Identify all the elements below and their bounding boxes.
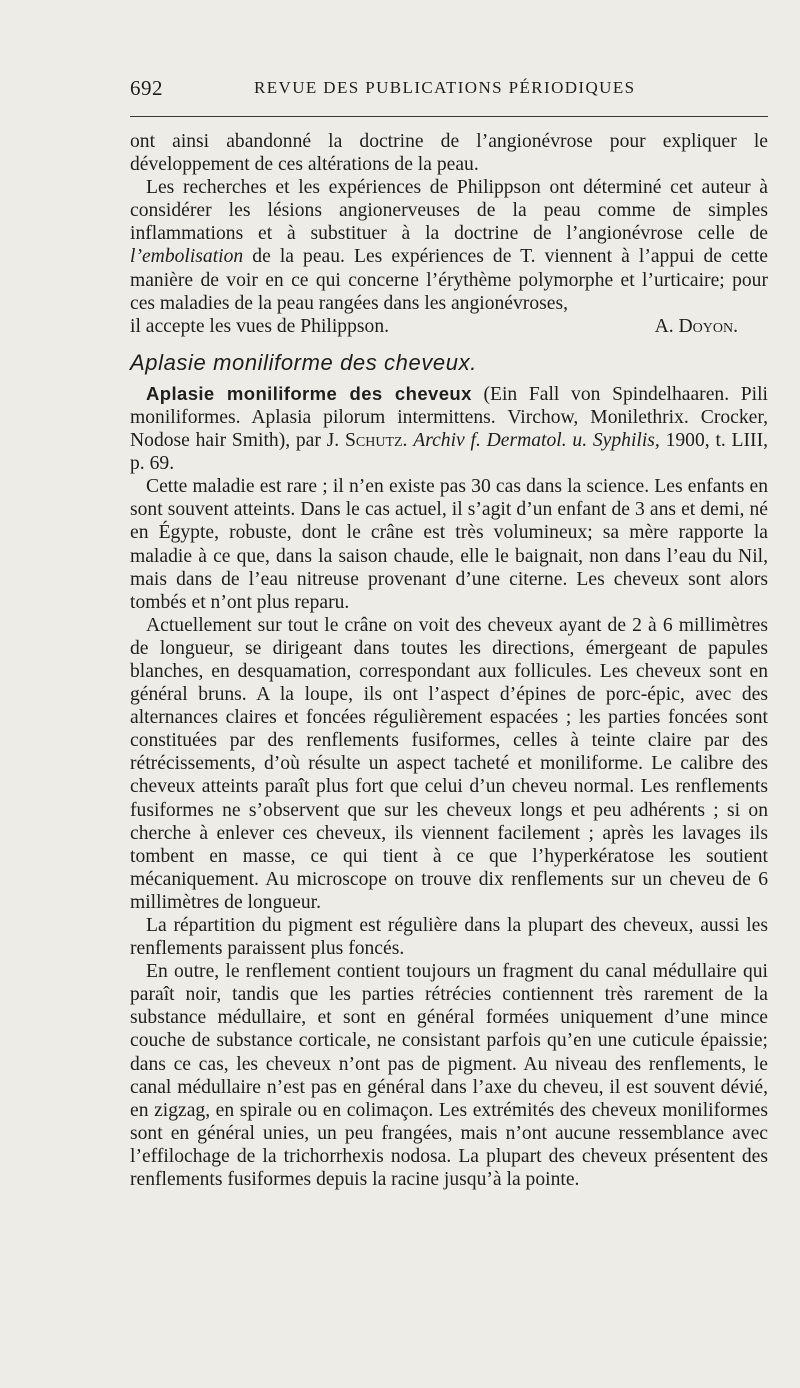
paragraph: Actuellement sur tout le crâne on voit des cheveux ayant de 2 à 6 millimètres de longueur, se dirigeant dans toutes les directions, émergeant de papules blanches, en desquamation, correspondant aux follicules. Les cheveux sont en général bruns. A la loupe, ils ont l’aspect d’épines de porc-épic, avec des alternances claires et foncées régulièrement espacées ; les parties foncées sont constituées par des renflements fusiformes, celles à teinte claire par des rétrécissements, d’où résulte un aspect tacheté et moniliforme. Le calibre des cheveux atteints paraît plus fort que celui d’un cheveu normal. Les renflements fusiformes ne s’observent que sur les cheveux longs et peu adhérents ; si on cherche à enlever ces cheveux, ils viennent facilement ; après les lavages ils tombent en masse, ce qui tient à ce que l’hyperkératose les soutient mécaniquement. Au microscope on trouve dix renflements sur un cheveu de 6 millimètres de longueur. bbox=[130, 614, 768, 913]
paragraph: Cette maladie est rare ; il n’en existe pas 30 cas dans la science. Les enfants en sont souvent atteints. Dans le cas actuel, il s’agit d’un enfant de 3 ans et demi, né en Égypte, robuste, dont le crâne est très volumineux; sa mère rapporte la maladie à ce que, dans la saison chaude, elle le baignait, non dans l’eau du Nil, mais dans de l’eau nitreuse provenant d’une citerne. Les cheveux sont alors tombés et n’ont plus reparu. bbox=[130, 476, 768, 613]
paragraph-philippson: Les recherches et les expériences de Philippson ont déterminé cet auteur à considérer les lésions angionerveuses de la peau comme de simples inflammations et à substituer à la doctrine de l’angionévrose celle de l’embolisation de la peau. Les expériences de T. viennent à l’appui de cette manière de voir en ce qui concerne l’érythème polymorphe et l’urticaire; pour ces maladies de la peau rangées dans les angionévroses, bbox=[130, 177, 768, 314]
article-title: Aplasie moniliforme des cheveux bbox=[146, 382, 472, 404]
page-number: 692 bbox=[130, 76, 163, 100]
closing-line bbox=[130, 315, 768, 338]
paragraph: La répartition du pigment est régulière dans la plupart des cheveux, aussi les renflements paraissent plus foncés. bbox=[130, 915, 768, 960]
paragraph-continuation: ont ainsi abandonné la doctrine de l’angionévrose pour expliquer le développement de ces altérations de la peau. bbox=[130, 131, 768, 176]
paragraph: En outre, le renflement contient toujours un fragment du canal médullaire qui paraît noir, tandis que les parties rétrécies contiennent très rarement de la substance médullaire, et sont en général formées uniquement d’une mince couche de substance corticale, ne consistant parfois qu’en une cuticule épaissie; dans ce cas, les cheveux n’ont pas de pigment. Au niveau des renflements, le canal médullaire n’est pas en général dans l’axe du cheveu, il est souvent dévié, en zigzag, en spirale ou en colimaçon. Les extrémités des cheveux moniliformes sont en général unies, un peu frangées, mais n’ont aucune ressemblance avec l’effilochage de la trichorrhexis nodosa. La plupart des cheveux présentent des renflements fusiformes depuis la racine jusqu’à la pointe. bbox=[130, 961, 768, 1191]
header-rule bbox=[130, 116, 768, 117]
section-heading: Aplasie moniliforme des cheveux. bbox=[130, 349, 477, 375]
embolisation-term: l’embolisation bbox=[130, 246, 244, 268]
running-header bbox=[130, 76, 768, 100]
running-title: REVUE DES PUBLICATIONS PÉRIODIQUES bbox=[254, 78, 636, 97]
journal-name: Archiv f. Dermatol. u. Syphilis, bbox=[413, 430, 660, 452]
text-body bbox=[130, 130, 768, 1191]
closing-sentence: il accepte les vues de Philippson. bbox=[130, 315, 390, 337]
bibliographic-reference: Aplasie moniliforme des cheveux (Ein Fall von Spindelhaaren. Pili moniliformes. Aplasia pilorum intermittens. Virchow, Monilethrix. Crocker, Nodose hair Smith), par J. Schutz. Archiv f. Dermatol. u. Syphilis, 1900, t. LIII, p. 69. bbox=[130, 382, 769, 475]
reference-author: Schutz. bbox=[344, 430, 408, 452]
author-signature: A. Doyon. bbox=[654, 315, 738, 337]
